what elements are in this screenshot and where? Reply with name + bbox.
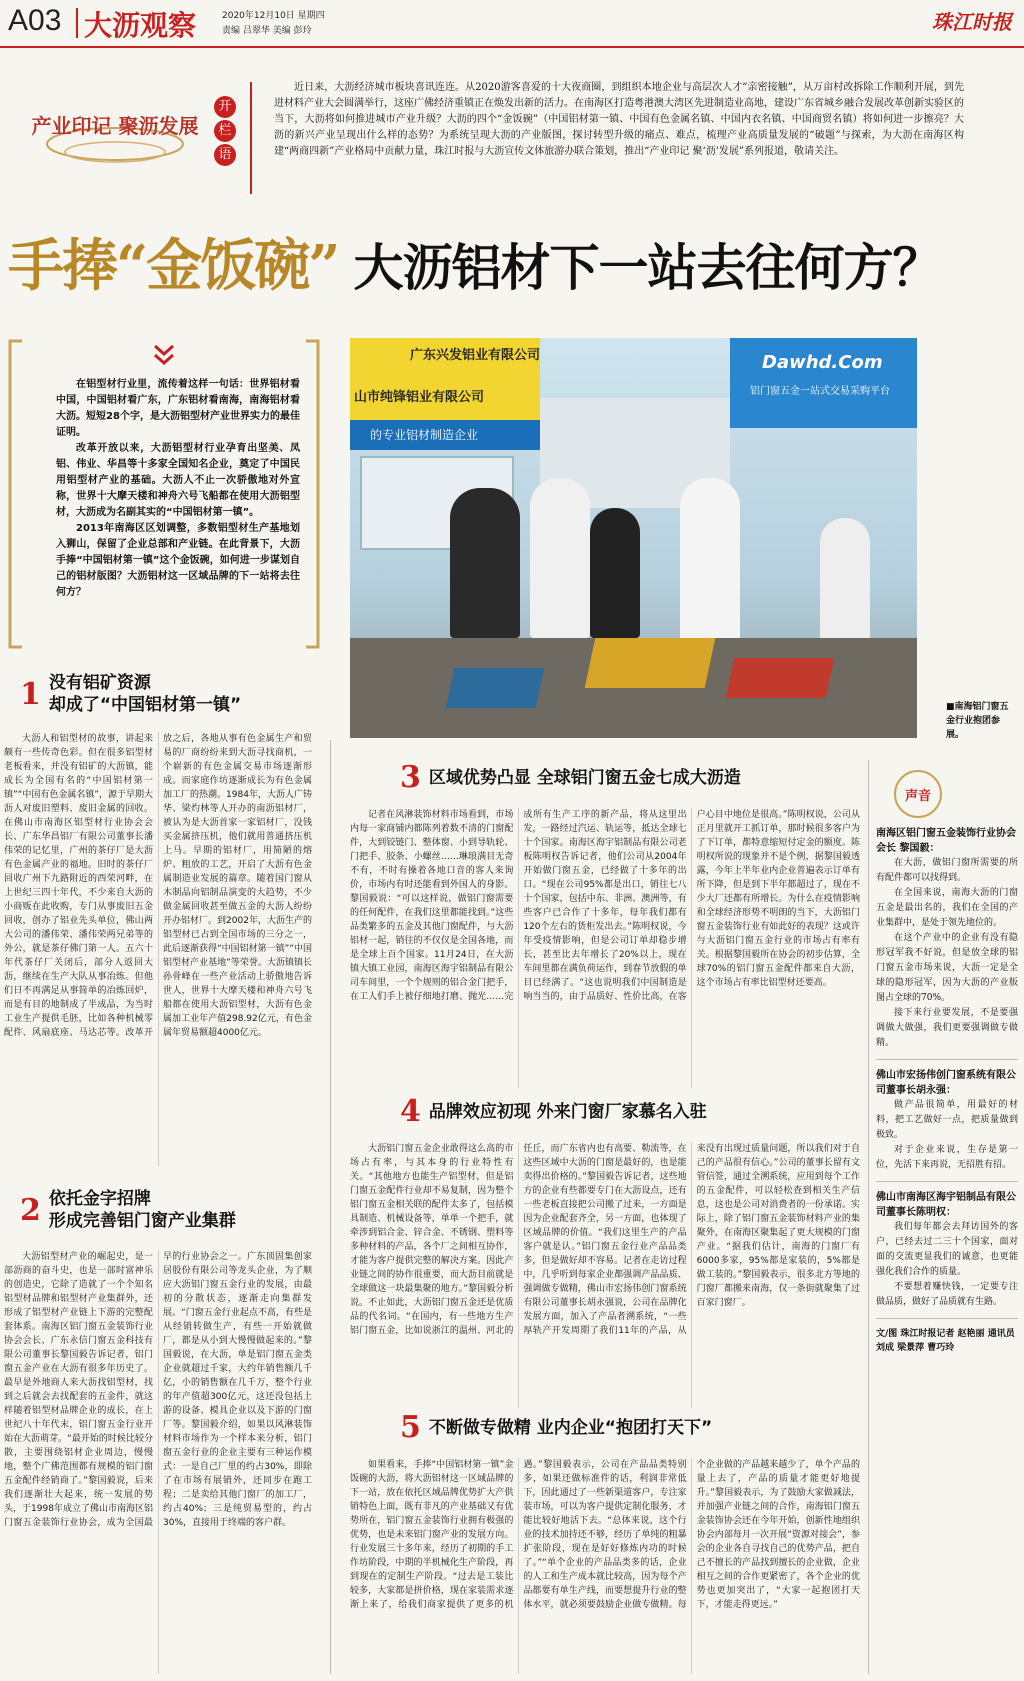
section-number: 5 xyxy=(400,1410,421,1445)
voice-quote xyxy=(876,856,1018,1051)
newspaper-name: 珠江时报 xyxy=(932,10,1012,34)
section-number: 2 xyxy=(20,1192,41,1228)
voice-speaker: 佛山市宏扬伟创门窗系统有限公司董事长胡永强： xyxy=(876,1070,1016,1096)
column-logo xyxy=(30,92,200,172)
voice-divider xyxy=(876,1059,1018,1060)
opening-char-3: 语 xyxy=(214,144,236,166)
section-heading xyxy=(20,672,320,716)
person-figure xyxy=(530,478,590,638)
chevron-down-icon xyxy=(152,343,176,367)
voice-speaker: 南海区铝门窗五金装饰行业协会会长 黎国毅： xyxy=(876,828,1016,854)
section-title-line-1: 没有铝矿资源 xyxy=(48,673,151,693)
voice-paragraph: 不要想着赚快钱，一定要专注做品质，做好了品质就有生路。 xyxy=(876,1282,1018,1307)
section-title-line-1: 依托金字招牌 xyxy=(48,1189,151,1209)
section-1 xyxy=(20,672,320,716)
voice-divider xyxy=(876,1318,1018,1319)
section-4 xyxy=(400,1094,860,1129)
section-3 xyxy=(400,760,860,795)
voice-paragraph: 在这个产业中的企业有没有隐形冠军我不好说，但是放全球的铝门窗五金市场来说，大沥一定是全球的隐形冠军，因为大沥的产业版图占全球的70%。 xyxy=(876,933,1018,1003)
section-5-body: 如果看来，手捧“中国铝材第一镇”金饭碗的大沥，将大沥铝材这一区域品牌的下一站，放在依托区域品牌优势扩大产供销特色上面，既有非凡的产业基础又有优势所在，铝门窗五金装饰行业拥有极强的优势，也是未来铝门窗产业的发展方向。行业发展三十多年来，经历了初期的手工作坊阶段，中期的半机械化生产阶段，再到现在的定制生产阶段。“过去是工装比较多，大家都是拼价格，现在家装需求逐渐上来了，给我们商家提供了更多的机遇。”黎国毅表示，公司在产品品类特别多，如果还做标准件的话，利润非常低下，因此通过了一些新渠道客户，专注家装市场，可以为客户提供定制化服务，才能比较好地活下去。“总体来说，这个行业的技术加持还不够，经历了单纯的粗暴扩张阶段，现在是好好修炼内功的时候了。”“单个企业的产品品类多的话，企业的人工和生产成本就比较高，因为每个产品都要有单生产线，而要想提升行业的整体水平，就必须要鼓励企业做专做精。每个企业做的产品越来越少了，单个产品的量上去了，产品的质量才能更好地提升。”黎国毅表示，为了鼓励大家做减法，并加强产业链之间的合作，南海铝门窗五金装饰协会还在今年开始，创新性地组织协会内部每月一次开展“资源对接会”，参会的企业各自寻找自己的优势产品，把自己不擅长的产品找到擅长的企业做，企业相互之间的合作更紧密了，各个企业的优势也更加突出了，“大家一起抱团打天下，才能走得更远。” xyxy=(350,1460,860,1610)
voice-entry xyxy=(876,1068,1018,1173)
photo-sign-1: 广东兴发铝业有限公司 xyxy=(410,348,541,363)
photo-sign-5: 铝门窗五金一站式交易采购平台 xyxy=(750,386,890,397)
photo-sign-2: 山市纯锋铝业有限公司 xyxy=(354,390,485,405)
section-heading xyxy=(20,1188,320,1232)
section-2-body: 大沥铝型材产业的崛起史，是一部沥商的奋斗史，也是一部时富神乐的创造史，它除了造就了一个个知名铝型材品牌和铝型材产业集群外，还形成了铝型材产业链上下游的完整配套体系。南海区铝门窗五金装饰行业协会会长、广东永信门窗五金科技有限公司董事长黎国毅告诉记者，铝门窗五金产业在大沥有很多年历史了。最早是外地商人来大沥找铝型材，找到之后就会去找配套的五金件，就这样随着铝型材品牌企业的成长，在上世纪八十年代末，铝门窗五金行业开始在大沥萌芽。“最开始的时候比较分散，主要围绕铝材企业周边，慢慢地，整个广佛范围都有规模的铝门窗五金配件经销商了。”黎国毅说，后来我们逐渐壮大起来，统一发展的势头，于1998年成立了佛山市南海区铝门窗五金装饰行业协会，成为全国最早的行业协会之一。广东顶固集创家居股份有限公司等龙头企业，为了顺应大沥铝门窗五金行业的发展，由最初的分散状态，逐渐走向集群发展。“门窗五金行业起点不高，有些是从经销转做生产，有些一开始就做厂，都是从小到大慢慢做起来的。”黎国毅说，在大沥，单是铝门窗五金类企业就超过千家，大约年销售额几千亿，小的销售额在几千万，整个行业的年产值超300亿元，这还没包括上游的设备、模具企业以及下游的门窗厂等。黎国毅介绍，如果以风淋装饰材料市场作为一个样本来分析，铝门窗五金行业的企业主要有三种运作模式：一是自己厂里的约占30%，即除了在市场有展销外，还同步在跑工程；二是卖给其他门窗厂的加工厂，约占40%；三是纯贸易型的，约占30%，直接用于终端的客户群。 xyxy=(4,1252,312,1528)
section-3-body: 记者在风淋装饰材料市场看到，市场内每一家商铺内都陈列着数不清的门窗配件，大到铰链门、整体窗、小到导轨轮、门把手、胶条、小螺丝……琳琅满目无奇不有，不时有操着各地口音的客人来询价，市场内有时还能看到外国人的身影。黎国毅说：“可以这样说，做铝门窗需要的任何配件，在我们这里都能找到。”这些品类繁多的五金及其他门窗配件，与大沥铝材一起，销往的不仅仅是全国各地，而是全球上百个国家。11月24日，在大沥镇大镇工业园，南海区海宇铝制品有限公司车间里，一个个规则的铝合金门把手，在工人们手上被仔细地打磨、抛光……完成所有生产工序的新产品，将从这里出发，一路经过汽运、轨运等，抵达全球七十个国家。南海区海宇铝制品有限公司老板陈明权告诉记者，他们公司从2004年开始做门窗五金，已经做了十多年的出口。“现在公司95%都是出口，销往七八十个国家，包括中东、非洲、澳洲等，有些客户已合作了十多年，每年我们都有120个左右的货柜发出去。”陈明权说，今年受疫情影响，但是公司订单却稳步增长，甚至比去年增长了20%以上，现在车间里都在满负荷运作，到春节放假的单目已经满了。“这也说明我们中国制造是响当当的，由于品质好、性价比高，在客户心目中地位是很高。”陈明权说，公司从正月里就开工抓订单，那时候很多客户为了下订单，都特意缩短付定金的额度。陈明权所说的现象并不是个例，据黎国毅透露，今年上半年业内企业普遍表示订单有所下降，但是到下半年都超过了，现在不少大厂还都有所增长。为什么在疫情影响和全球经济形势不明朗的当下，大沥铝门窗五金装饰行业有如此好的表现？这或许与大沥铝门窗五金行业的市场占有率有关。根据黎国毅所在协会的初步估算，全球70%的铝门窗五金配件都来自大沥，这个市场占有率比铝型材还要高。 xyxy=(350,810,860,1002)
voice-paragraph: 接下来行业要发展，不是要强调做大做强，我们更要强调做专做精。 xyxy=(876,1008,1018,1048)
opening-char-1: 开 xyxy=(214,96,236,118)
lead-paragraph: 在铝型材行业里，流传着这样一句话：世界铝材看中国，中国铝材看广东，广东铝材看南海，南海铝材看大沥。短短28个字，是大沥铝型材产业世界实力的最佳证明。 xyxy=(56,379,300,438)
column-divider xyxy=(330,740,331,1674)
voice-paragraph: 对于企业来说，生存是第一位，先活下来再说，无招胜有招。 xyxy=(876,1145,1018,1170)
voice-paragraph: 在大沥，做铝门窗所需要的所有配件都可以找得到。 xyxy=(876,858,1018,883)
section-heading xyxy=(400,1410,860,1445)
catalog-stack xyxy=(585,638,716,688)
page-number: A03 xyxy=(8,4,62,37)
headline-part-2: 大沥铝材下一站去往何方？ xyxy=(353,239,942,297)
section-title: 品牌效应初现 外来门窗厂家慕名入驻 xyxy=(428,1101,707,1122)
opening-tag xyxy=(214,96,240,166)
column-intro xyxy=(0,52,1024,212)
column-divider xyxy=(868,760,869,1674)
issue-date: 2020年12月10日 星期四 xyxy=(222,11,325,21)
section-title-line-2: 形成完善铝门窗产业集群 xyxy=(48,1211,236,1231)
section-title: 大沥观察 xyxy=(84,9,197,42)
headline xyxy=(8,222,1018,302)
voice-divider xyxy=(876,1181,1018,1182)
byline: 文/图 珠江时报记者 赵艳丽 通讯员 刘成 梁景萍 曹巧玲 xyxy=(876,1329,1015,1353)
catalog-stack xyxy=(446,668,545,708)
catalog-stack xyxy=(726,658,835,698)
photo-sign-3: 的专业铝材制造企业 xyxy=(370,428,479,442)
voice-entry xyxy=(876,826,1018,1051)
section-number: 3 xyxy=(400,760,421,795)
section-heading xyxy=(400,760,860,795)
voice-speaker: 佛山市南海区海宇铝制品有限公司董事长陈明权： xyxy=(876,1192,1016,1218)
section-title: 不断做专做精 业内企业“抱团打天下” xyxy=(428,1417,713,1438)
voices-sidebar xyxy=(876,770,1018,1674)
lead-paragraph: 2013年南海区区划调整，多数铝型材生产基地划入狮山，保留了企业总部和产业链。在此背景下，大沥手捧“中国铝材第一镇”这个金饭碗，如何进一步谋划自己的铝材版图？大沥铝材这一区域品牌的下一站将去往何方？ xyxy=(56,523,300,598)
photo-caption: ■南海铝门窗五金行业抱团参展。 xyxy=(946,702,1009,740)
section-title: 区域优势凸显 全球铝门窗五金七成大沥造 xyxy=(428,767,741,788)
section-4-body: 大沥铝门窗五金企业敢得这么高的市场占有率，与其本身的行业特性有关。“其他地方也能生产铝型材，但是铝门窗五金配件行业却不易复制，因为整个铝门窗五金相关联的配件太多了，包括模具制造、机械设备等，单单一个把手，就牵涉到铝合金、锌合金、不锈钢、塑料等多种材料的产品，各个厂之间相互协作，才能为客户提供完整的解决方案。因此产业链之间的协作很重要，而大沥目前就是全球做这一块最集聚的地方。”黎国毅分析说。不止如此，大沥铝门窗五金还是优质品的代名词。“在国内，有一些地方生产铝门窗五金，比如说浙江的温州、河北的任丘，而广东省内也有高要、勒流等，在这些区域中大沥的门窗是最好的，也是能卖得出价格的。”黎国毅告诉记者，这些地方的企业有些都要专门在大沥设点，还有一些老板直接把公司搬了过来，一方面是因为企业配套齐全，另一方面，也体现了区域品牌的价值。“我们这里生产的产品客户就是认。”铝门窗五金行业产品品类多，但是做好却不容易。记者在走访过程中，几乎听到每家企业都强调产品品质、强调做专做精，佛山市宏扬伟创门窗系统有限公司董事长胡永强说，公司在品牌化发展方面，加入了产品者溯系统，“一些厚轨产开发周期了我们11年的产品，从来没有出现过质量问题，所以我们对于自己的产品很有信心。”公司的董事长留有文管信签，通过全溯系统，应用到每个工作的五金配件，可以轻松查到相关生产信息，这也是公司对消费者的一份承诺。实际上，除了铝门窗五金装饰材料产业的集聚外，在南海区聚集起了更大规模的门窗产业。“据我们估计，南海的门窗厂有6000多家，95%都是家装的，5%都是做工装的。”黎国毅表示，很多北方等地的门窗厂都搬来南海，仅一条街就聚集了过百家门窗厂。 xyxy=(350,1144,860,1336)
section-number: 4 xyxy=(400,1094,421,1129)
section-1-body: 大沥人和铝型材的故事，讲起来颇有一些传奇色彩。但在很多铝型材老板看来，并没有铝矿的大沥镇，能成长为全国有名的“中国铝材第一镇”“中国有色金属名镇”，源于早期大沥人对废旧塑料、废旧金属的回收。在佛山市南海区铝型材行业协会会长、广东华昌铝厂有限公司董事长潘伟荣的记忆里，广州的茶仔厂是大沥有色金属产业的福地。旧时的茶仔厂回收广州下九路附近的西荣河畔，在上世纪三四十年代，不少来自大沥的小商贩在此收购，专门从事废旧五金回收，创办了铝业先头单位，佛山两大公司的潘伟荣、潘伟荣两兄弟等的外公，就是茶仔佛门第一人。五六十年代茶仔厂关闭后，部分人返回大沥，继续在生产大队从事冶炼。但他们日不再满足从事简单的冶炼回炉，而是有目的地制成了半成品，为当时工业生产提供毛胚，比如各种机械零配件、风扇底座、马达芯等。改革开放之后，各地从事有色金属生产和贸易的厂商纷纷来到大沥寻找商机，一个崭新的有色金属交易市场逐渐形成。而家庭作坊逐渐成长为有色金属加工厂的热潮。1984年，大沥人广铸华、梁灼林等人开办的南沥铝材厂，被认为是大沥首家一家铝材厂，没钱买金属挤压机，他们就用普通挤压机上马。早期的铝材厂，用简陋的熔炉、粗放的工艺，开启了大沥有色金属制造业发展的篇章。随着国门窗从木制品向铝制品演变的大趋势，不少做金属回收甚至做五金的大沥人纷纷开办铝材厂。到2002年，大沥生产的铝型材已占到全国市场的三分之一，此后逐渐获得“中国铝材第一镇”“中国铝型材产业基地”等荣誉。大沥镇镇长孙骨峰在一些产业活动上骄傲地告诉世人，世界十大摩天楼和神舟六号飞船都在使用大沥铝型材，大沥有色金属加工业年产值298.92亿元，有色金属年贸易额超4000亿元。 xyxy=(4,734,312,1038)
section-heading xyxy=(400,1094,860,1129)
person-figure xyxy=(590,508,640,638)
lead-text xyxy=(56,377,300,647)
person-figure xyxy=(450,488,520,638)
section-number: 1 xyxy=(20,676,41,712)
expo-photo xyxy=(350,338,917,738)
section-title-line-2: 却成了“中国铝材第一镇” xyxy=(48,695,242,715)
intro-text: 近日来，大沥经济城市板块喜讯连连。从2020游客喜爱的十大夜商圈，到组织本地企业与高层次人才“亲密接触”，从万亩村改拆除工作顺利开展，到先进材料产业大会圆满举行，这座广佛经济重镇正在焕发出新的活力。在南海区打造粤港澳大湾区先进制造业高地，建设广东省城乡融合发展改革创新实验区的当下，大沥将如何推进城市产业升级？大沥的四个“金饭碗”（中国铝材第一镇、中国有色金属名镇、中国内衣名镇、中国商贸名镇）将如何进一步擦亮？大沥的新兴产业呈现出什么样的态势？为系统呈现大沥的产业版图，探讨转型升级的痛点、难点，梳理产业高质量发展的“破题”与探索，为大沥在南海区构建“两商四新”产业格局中贡献力量，珠江时报与大沥宣传文体旅游办联合策划，推出“产业印记 聚‘沥’发展”系列报道，敬请关注。 xyxy=(274,82,964,157)
intro-rule xyxy=(250,82,252,194)
voices-badge xyxy=(894,770,942,818)
title-divider xyxy=(76,8,78,38)
lead-box xyxy=(4,335,324,653)
masthead xyxy=(0,0,1024,48)
voice-paragraph: 在全国来说，南海大沥的门窗五金是最出名的，我们在全国的产业集群中，是处于领先地位的。 xyxy=(876,888,1018,928)
section-5 xyxy=(400,1410,860,1445)
voice-entry xyxy=(876,1190,1018,1310)
opening-char-2: 栏 xyxy=(214,120,236,142)
column-logo-text: 产业印记 聚沥发展 xyxy=(31,114,199,138)
voice-paragraph: 我们每年都会去拜访国外的客户，已经去过二三十个国家，面对面的交流更显我们的诚意，也更能强化我们合作的质量。 xyxy=(876,1222,1018,1277)
person-figure xyxy=(820,518,870,658)
voice-quote xyxy=(876,1098,1018,1173)
lead-paragraph: 改革开放以来，大沥铝型材行业孕育出坚美、凤铝、伟业、华昌等十多家全国知名企业，奠定了中国民用铝型材产业的基础。大沥人不止一次骄傲地对外宣称，世界十大摩天楼和神舟六号飞船都在使用大沥铝型材，大沥成为名副其实的“中国铝材第一镇”。 xyxy=(56,443,300,518)
photo-sign-4: Dawhd.Com xyxy=(762,352,883,373)
voice-quote xyxy=(876,1220,1018,1310)
section-2 xyxy=(20,1188,320,1232)
voices-label: 声音 xyxy=(904,788,931,804)
voice-paragraph: 做产品很简单，用最好的材料，把工艺做好一点，把质量做到极致。 xyxy=(876,1100,1018,1140)
editors: 责编 吕翠华 美编 彭玲 xyxy=(222,26,312,36)
headline-part-1: 手捧“金饭碗” xyxy=(8,233,339,299)
